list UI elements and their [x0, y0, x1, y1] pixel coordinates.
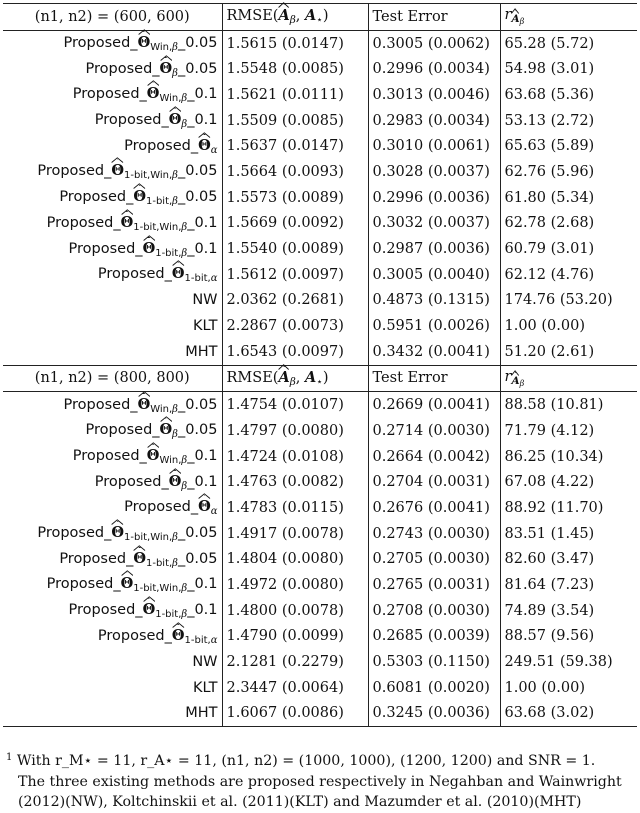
table-row: [3, 56, 637, 82]
rmse-value: 1.5509 (0.0085): [222, 108, 368, 134]
rmse-value: 1.4724 (0.0108): [222, 444, 368, 470]
method-name: Proposed_Θ $_{Win,\beta}$_0.1: [3, 444, 222, 470]
rmse-value: 1.5548 (0.0085): [222, 56, 368, 82]
method-name: Proposed_Θ $_\alpha$: [3, 133, 222, 159]
section-header-row: [3, 4, 637, 31]
rank-value: 81.64 (7.23): [500, 572, 637, 598]
rmse-value: 1.6543 (0.0097): [222, 339, 368, 365]
rank-value: 88.58 (10.81): [500, 392, 637, 418]
rmse-value: 1.5621 (0.0111): [222, 82, 368, 108]
method-name: Proposed_Θ $_\beta$_0.1: [3, 469, 222, 495]
test-error-value: 0.3010 (0.0061): [368, 133, 500, 159]
test-error-value: 0.2743 (0.0030): [368, 521, 500, 547]
table-row: [3, 185, 637, 211]
rank-value: 83.51 (1.45): [500, 521, 637, 547]
table-row: [3, 288, 637, 314]
table-row: [3, 392, 637, 418]
rank-value: 88.92 (11.70): [500, 495, 637, 521]
method-name: Proposed_Θ $_{1-bit,\beta}$_0.1: [3, 598, 222, 624]
table-row: [3, 521, 637, 547]
test-error-value: 0.3013 (0.0046): [368, 82, 500, 108]
footnote-marker: 1: [6, 752, 13, 763]
test-error-value: 0.2996 (0.0036): [368, 185, 500, 211]
results-table: [3, 3, 637, 727]
rmse-value: 2.0362 (0.2681): [222, 288, 368, 314]
test-error-value: 0.2987 (0.0036): [368, 236, 500, 262]
method-name: Proposed_Θ $_{Win,\beta}$_0.1: [3, 82, 222, 108]
test-error-value: 0.3245 (0.0036): [368, 701, 500, 727]
table-row: [3, 30, 637, 56]
table-row: [3, 133, 637, 159]
test-error-value: 0.2676 (0.0041): [368, 495, 500, 521]
method-name: Proposed_Θ $_{1-bit,\beta}$_0.05: [3, 185, 222, 211]
rmse-value: 1.4917 (0.0078): [222, 521, 368, 547]
rank-value: 62.76 (5.96): [500, 159, 637, 185]
rmse-value: 1.4797 (0.0080): [222, 418, 368, 444]
rank-symbol: r: [504, 368, 512, 385]
rmse-value: 1.4754 (0.0107): [222, 392, 368, 418]
method-name: Proposed_Θ $_{1-bit,Win,\beta}$_0.1: [3, 572, 222, 598]
method-name: Proposed_Θ $_{1-bit,Win,\beta}$_0.05: [3, 159, 222, 185]
rmse-value: 1.5664 (0.0093): [222, 159, 368, 185]
rank-value: 1.00 (0.00): [500, 675, 637, 701]
rmse-value: 1.4790 (0.0099): [222, 624, 368, 650]
rank-value: 62.78 (2.68): [500, 211, 637, 237]
method-name: KLT: [193, 318, 218, 335]
table-row: [3, 469, 637, 495]
rank-value: 86.25 (10.34): [500, 444, 637, 470]
rmse-value: 2.2867 (0.0073): [222, 313, 368, 339]
table-row: [3, 495, 637, 521]
rmse-value: 1.4763 (0.0082): [222, 469, 368, 495]
method-name: Proposed_Θ $_{1-bit,Win,\beta}$_0.1: [3, 211, 222, 237]
method-name: NW: [192, 292, 218, 309]
footnote-line-3: (2012)(NW), Koltchinskii et al. (2011)(KLT) and Mazumder et al. (2010)(MHT): [18, 794, 582, 810]
rmse-column-header: RMSE(A $_\beta$, $A_⋆$): [222, 365, 368, 392]
method-name: NW: [192, 654, 218, 671]
method-name: Proposed_Θ $_{1-bit,Win,\beta}$_0.05: [3, 521, 222, 547]
rank-column-header: $r_{A \beta}$: [500, 4, 637, 31]
table-row: [3, 236, 637, 262]
test-error-value: 0.3028 (0.0037): [368, 159, 500, 185]
rmse-header-label: RMSE(: [226, 369, 279, 386]
rank-value: 61.80 (5.34): [500, 185, 637, 211]
table-row: [3, 598, 637, 624]
test-error-value: 0.2685 (0.0039): [368, 624, 500, 650]
table-row: [3, 572, 637, 598]
rank-value: 174.76 (53.20): [500, 288, 637, 314]
test-error-column-header: Test Error: [368, 4, 500, 31]
test-error-value: 0.2714 (0.0030): [368, 418, 500, 444]
rank-value: 82.60 (3.47): [500, 546, 637, 572]
test-error-value: 0.2705 (0.0030): [368, 546, 500, 572]
rmse-value: 1.5615 (0.0147): [222, 30, 368, 56]
rmse-value: 1.4804 (0.0080): [222, 546, 368, 572]
rank-value: 88.57 (9.56): [500, 624, 637, 650]
rmse-value: 1.6067 (0.0086): [222, 701, 368, 727]
table-row: [3, 444, 637, 470]
rank-value: 53.13 (2.72): [500, 108, 637, 134]
method-name: MHT: [3, 701, 222, 727]
test-error-column-header: Test Error: [368, 365, 500, 392]
table-row: [3, 418, 637, 444]
table-row: [3, 675, 637, 701]
setting-label: (n1, n2) = (600, 600): [3, 4, 222, 31]
test-error-value: 0.6081 (0.0020): [368, 675, 500, 701]
test-error-value: 0.2669 (0.0041): [368, 392, 500, 418]
rank-value: 63.68 (5.36): [500, 82, 637, 108]
test-error-value: 0.3005 (0.0040): [368, 262, 500, 288]
table-row: [3, 701, 637, 727]
table-row: [3, 546, 637, 572]
rmse-value: 1.4972 (0.0080): [222, 572, 368, 598]
rank-value: 51.20 (2.61): [500, 339, 637, 365]
test-error-value: 0.3432 (0.0041): [368, 339, 500, 365]
test-error-value: 0.3032 (0.0037): [368, 211, 500, 237]
rmse-column-header: RMSE(A $_\beta$, $A_⋆$): [222, 4, 368, 31]
method-name: Proposed_Θ $_{1-bit,\alpha}$: [3, 624, 222, 650]
rank-value: 54.98 (3.01): [500, 56, 637, 82]
footnote-line-2: The three existing methods are proposed respectively in Negahban and Wainwright: [18, 773, 622, 790]
test-error-value: 0.2708 (0.0030): [368, 598, 500, 624]
rank-value: 62.12 (4.76): [500, 262, 637, 288]
rank-value: 65.28 (5.72): [500, 30, 637, 56]
section-header-row: [3, 365, 637, 392]
test-error-value: 0.4873 (0.1315): [368, 288, 500, 314]
rmse-value: 2.1281 (0.2279): [222, 649, 368, 675]
rank-value: 71.79 (4.12): [500, 418, 637, 444]
table-footnote: [6, 748, 634, 813]
test-error-value: 0.5951 (0.0026): [368, 313, 500, 339]
rmse-value: 1.5573 (0.0089): [222, 185, 368, 211]
table-row: [3, 313, 637, 339]
test-error-value: 0.2704 (0.0031): [368, 469, 500, 495]
footnote-line-1: [6, 748, 634, 772]
rank-value: 74.89 (3.54): [500, 598, 637, 624]
method-name: Proposed_Θ $_\beta$_0.05: [3, 418, 222, 444]
rank-value: 67.08 (4.22): [500, 469, 637, 495]
rank-value: 1.00 (0.00): [500, 313, 637, 339]
method-name: Proposed_Θ $_\beta$_0.1: [3, 108, 222, 134]
table-row: [3, 339, 637, 365]
test-error-value: 0.3005 (0.0062): [368, 30, 500, 56]
footnote-text-1: With r_M⋆ = 11, r_A⋆ = 11, (n1, n2) = (1000, 1000), (1200, 1200) and SNR = 1.: [16, 753, 596, 769]
table-row: [3, 211, 637, 237]
method-name: Proposed_Θ $_{1-bit,\beta}$_0.05: [3, 546, 222, 572]
method-name: KLT: [193, 679, 218, 696]
method-name: Proposed_Θ $_{Win,\beta}$_0.05: [3, 30, 222, 56]
rmse-value: 1.5612 (0.0097): [222, 262, 368, 288]
table-row: [3, 82, 637, 108]
rmse-value: 1.5540 (0.0089): [222, 236, 368, 262]
rmse-value: 1.5637 (0.0147): [222, 133, 368, 159]
rank-value: 60.79 (3.01): [500, 236, 637, 262]
rank-symbol: r: [504, 7, 512, 24]
rank-column-header: $r_{A \beta}$: [500, 365, 637, 392]
table-row: [3, 649, 637, 675]
method-name: Proposed_Θ $_\beta$_0.05: [3, 56, 222, 82]
setting-label: (n1, n2) = (800, 800): [3, 365, 222, 392]
rmse-value: 1.5669 (0.0092): [222, 211, 368, 237]
method-name: MHT: [185, 343, 218, 360]
method-name: Proposed_Θ $_{Win,\beta}$_0.05: [3, 392, 222, 418]
test-error-value: 0.2996 (0.0034): [368, 56, 500, 82]
rank-value: 63.68 (3.02): [500, 701, 637, 727]
rank-value: 249.51 (59.38): [500, 649, 637, 675]
test-error-value: 0.5303 (0.1150): [368, 649, 500, 675]
rmse-value: 1.4783 (0.0115): [222, 495, 368, 521]
table-row: [3, 108, 637, 134]
method-name: Proposed_Θ $_{1-bit,\beta}$_0.1: [3, 236, 222, 262]
rmse-value: 2.3447 (0.0064): [222, 675, 368, 701]
method-name: Proposed_Θ $_{1-bit,\alpha}$: [3, 262, 222, 288]
table-row: [3, 262, 637, 288]
rank-value: 65.63 (5.89): [500, 133, 637, 159]
test-error-value: 0.2664 (0.0042): [368, 444, 500, 470]
rmse-header-label: RMSE(: [226, 8, 279, 25]
table-row: [3, 159, 637, 185]
rmse-value: 1.4800 (0.0078): [222, 598, 368, 624]
test-error-value: 0.2983 (0.0034): [368, 108, 500, 134]
method-name: Proposed_Θ $_\alpha$: [3, 495, 222, 521]
table-row: [3, 624, 637, 650]
test-error-value: 0.2765 (0.0031): [368, 572, 500, 598]
